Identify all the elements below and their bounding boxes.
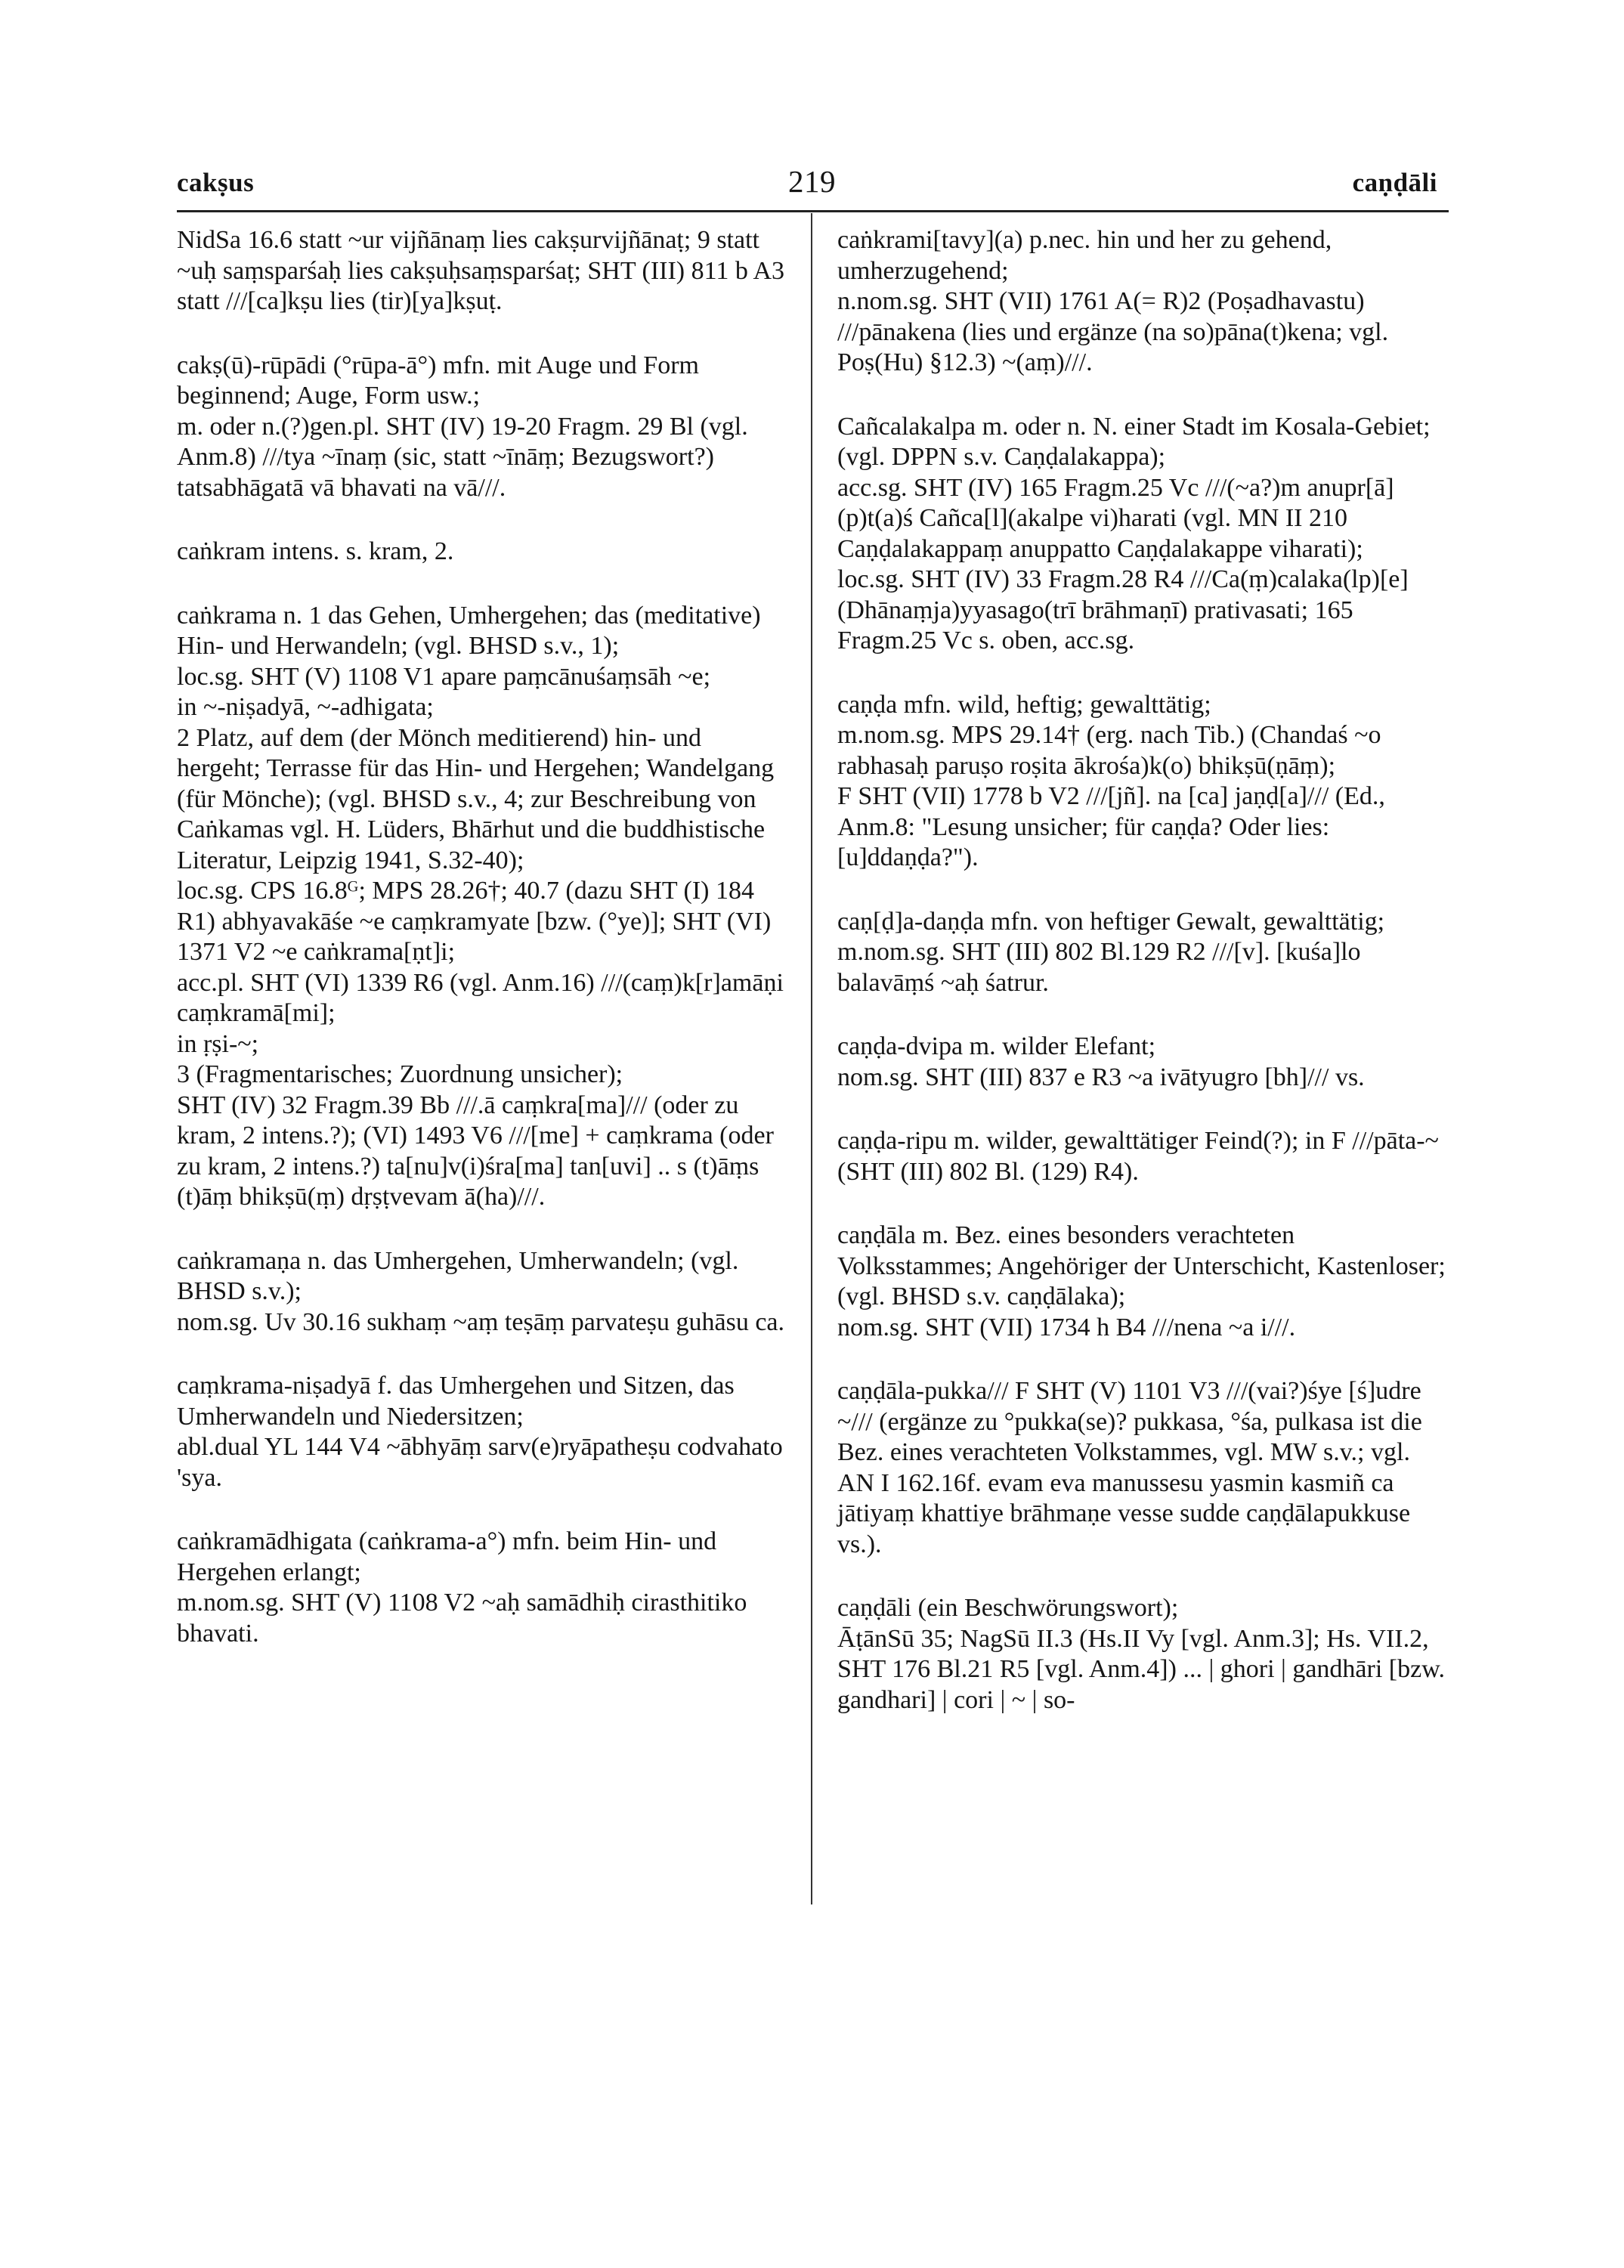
entry-paragraph: m.nom.sg. SHT (V) 1108 V2 ~aḥ samādhiḥ cirasthitiko bhavati.	[177, 1589, 747, 1648]
right-column	[837, 225, 1449, 1716]
left-column	[177, 225, 789, 1649]
column-divider	[811, 213, 812, 1904]
entry-paragraph: Cañcalakalpa m. oder n. N. einer Stadt im Kosala-Gebiet; (vgl. DPPN s.v. Caṇḍalakappa);	[837, 412, 1431, 471]
entry-paragraph: caṇḍāla-pukka/// F SHT (V) 1101 V3 ///(vai?)śye [ś]udre ~/// (ergänze zu °pukka(se)? pukkasa, °śa, pulkasa ist die Bez. eines verachteten Volkstammes, vgl. MW s.v.; vgl. AN I 162.16f. evam eva manussesu yasmin kasmiñ ca jātiyaṃ khattiye brāhmaṇe vesse sudde caṇḍālapukkuse vs.).	[837, 1377, 1422, 1558]
entry-paragraph: caṅkramādhigata (caṅkrama-a°) mfn. beim Hin- und Hergehen erlangt;	[177, 1527, 717, 1586]
entry-paragraph: in ~-niṣadyā, ~-adhigata;	[177, 693, 434, 721]
entry-paragraph: ĀṭānSū 35; NagSū II.3 (Hs.II Vy [vgl. Anm.3]; Hs. VII.2, SHT 176 Bl.21 R5 [vgl. Anm.4]) ... | ghori | gandhāri [bzw. gandhari] | cori | ~ | so-	[837, 1624, 1446, 1714]
entry-paragraph: nom.sg. SHT (VII) 1734 h B4 ///nena ~a i///.	[837, 1313, 1296, 1341]
entry-paragraph: acc.pl. SHT (VI) 1339 R6 (vgl. Anm.16) ///(caṃ)k[r]amāṇi caṃkramā[mi];	[177, 968, 784, 1027]
entry-paragraph: nom.sg. SHT (III) 837 e R3 ~a ivātyugro [bh]/// vs.	[837, 1063, 1365, 1091]
entry-paragraph: acc.sg. SHT (IV) 165 Fragm.25 Vc ///(~a?)m anupr[ā](p)t(a)ś Cañca[l](akalpe vi)harati (vgl. MN II 210 Caṇḍalakappaṃ anuppatto Caṇḍalakappe viharati);	[837, 473, 1394, 563]
entry-paragraph: m. oder n.(?)gen.pl. SHT (IV) 19-20 Fragm. 29 Bl (vgl. Anm.8) ///tya ~īnaṃ (sic, statt ~īnāṃ; Bezugswort?) tatsabhāgatā vā bhavati na vā///.	[177, 412, 748, 502]
entry-paragraph: abl.dual YL 144 V4 ~ābhyāṃ sarv(e)ryāpatheṣu codvahato 'sya.	[177, 1433, 783, 1492]
entry-paragraph: caṇ[ḍ]a-daṇḍa mfn. von heftiger Gewalt, gewalttätig;	[837, 907, 1385, 936]
entry-paragraph: cakṣ(ū)-rūpādi (°rūpa-ā°) mfn. mit Auge und Form beginnend; Auge, Form usw.;	[177, 351, 699, 410]
entry-paragraph: n.nom.sg. SHT (VII) 1761 A(= R)2 (Poṣadhavastu) ///pānakena (lies und ergänze (na so)pāna(t)kena; vgl. Poṣ(Hu) §12.3) ~(aṃ)///.	[837, 287, 1389, 376]
page-number: 219	[788, 164, 836, 199]
header-rule	[177, 210, 1449, 212]
entry-paragraph: caṃkrama-niṣadyā f. das Umhergehen und Sitzen, das Umherwandeln und Niedersitzen;	[177, 1372, 735, 1431]
running-head-left: cakṣus	[177, 168, 255, 197]
entry-paragraph: loc.sg. SHT (IV) 33 Fragm.28 R4 ///Ca(ṃ)calaka(lp)[e] (Dhānaṃja)yyasago(trī brāhmaṇī) prativasati; 165 Fragm.25 Vc s. oben, acc.sg.	[837, 565, 1409, 654]
entry-paragraph: caṇḍa-dvipa m. wilder Elefant;	[837, 1032, 1156, 1060]
entry-paragraph: F SHT (VII) 1778 b V2 ///[jñ]. na [ca] jaṇḍ[a]/// (Ed., Anm.8: "Lesung unsicher; für caṇḍa? Oder lies: [u]ddaṇḍa?").	[837, 782, 1385, 871]
running-head-right: caṇḍāli	[1352, 168, 1437, 197]
entry-paragraph: loc.sg. CPS 16.8ᴳ; MPS 28.26†; 40.7 (dazu SHT (I) 184 R1) abhyavakāśe ~e caṃkramyate [bzw. (°ye)]; SHT (VI) 1371 V2 ~e caṅkrama[ṇt]i;	[177, 877, 772, 966]
entry-paragraph: 2 Platz, auf dem (der Mönch meditierend) hin- und hergeht; Terrasse für das Hin- und Hergehen; Wandelgang (für Mönche); (vgl. BHSD s.v., 4; zur Beschreibung von Caṅkamas vgl. H. Lüders, Bhārhut und die buddhistische Literatur, Leipzig 1941, S.32-40);	[177, 723, 775, 874]
entry-paragraph: SHT (IV) 32 Fragm.39 Bb ///.ā caṃkra[ma]/// (oder zu kram, 2 intens.?); (VI) 1493 V6 ///[me] + caṃkrama (oder zu kram, 2 intens.?) ta[nu]v(i)śra[ma] tan[uvi] .. s (t)āṃs (t)āṃ bhikṣū(ṃ) dṛṣṭvevam ā(ha)///.	[177, 1091, 774, 1211]
entry-paragraph: 3 (Fragmentarisches; Zuordnung unsicher);	[177, 1060, 623, 1088]
entry-paragraph: caṅkram intens. s. kram, 2.	[177, 537, 454, 565]
entry-paragraph: caṇḍa-ripu m. wilder, gewalttätiger Feind(?); in F ///pāta-~ (SHT (III) 802 Bl. (129) R4).	[837, 1127, 1439, 1186]
entry-paragraph: in ṛṣi-~;	[177, 1029, 259, 1058]
entry-paragraph: nom.sg. Uv 30.16 sukhaṃ ~aṃ teṣāṃ parvateṣu guhāsu ca.	[177, 1307, 785, 1336]
entry-paragraph: NidSa 16.6 statt ~ur vijñānaṃ lies cakṣurvijñānaṭ; 9 statt ~uḥ saṃsparśaḥ lies cakṣuḥsaṃsparśaṭ; SHT (III) 811 b A3 statt ///[ca]kṣu lies (tir)[ya]kṣuṭ.	[177, 226, 785, 315]
entry-paragraph: caṇḍāla m. Bez. eines besonders verachteten Volksstammes; Angehöriger der Unterschicht, Kastenloser; (vgl. BHSD s.v. caṇḍālaka);	[837, 1221, 1446, 1310]
entry-paragraph: m.nom.sg. MPS 29.14† (erg. nach Tib.) (Chandaś ~o rabhasaḥ paruṣo roṣita ākrośa)k(o) bhikṣū(ṇāṃ);	[837, 721, 1381, 780]
entry-paragraph: caṅkrama n. 1 das Gehen, Umhergehen; das (meditative) Hin- und Herwandeln; (vgl. BHSD s.v., 1);	[177, 601, 761, 660]
entry-paragraph: caṅkrami[tavy](a) p.nec. hin und her zu gehend, umherzugehend;	[837, 226, 1332, 285]
entry-paragraph: caṇḍa mfn. wild, heftig; gewalttätig;	[837, 690, 1211, 719]
entry-paragraph: m.nom.sg. SHT (III) 802 Bl.129 R2 ///[v]. [kuśa]lo balavāṃś ~aḥ śatrur.	[837, 938, 1361, 997]
entry-paragraph: loc.sg. SHT (V) 1108 V1 apare paṃcānuśaṃsāh ~e;	[177, 662, 711, 691]
entry-paragraph: caṇḍāli (ein Beschwörungswort);	[837, 1594, 1179, 1622]
entry-paragraph: caṅkramaṇa n. das Umhergehen, Umherwandeln; (vgl. BHSD s.v.);	[177, 1246, 739, 1305]
